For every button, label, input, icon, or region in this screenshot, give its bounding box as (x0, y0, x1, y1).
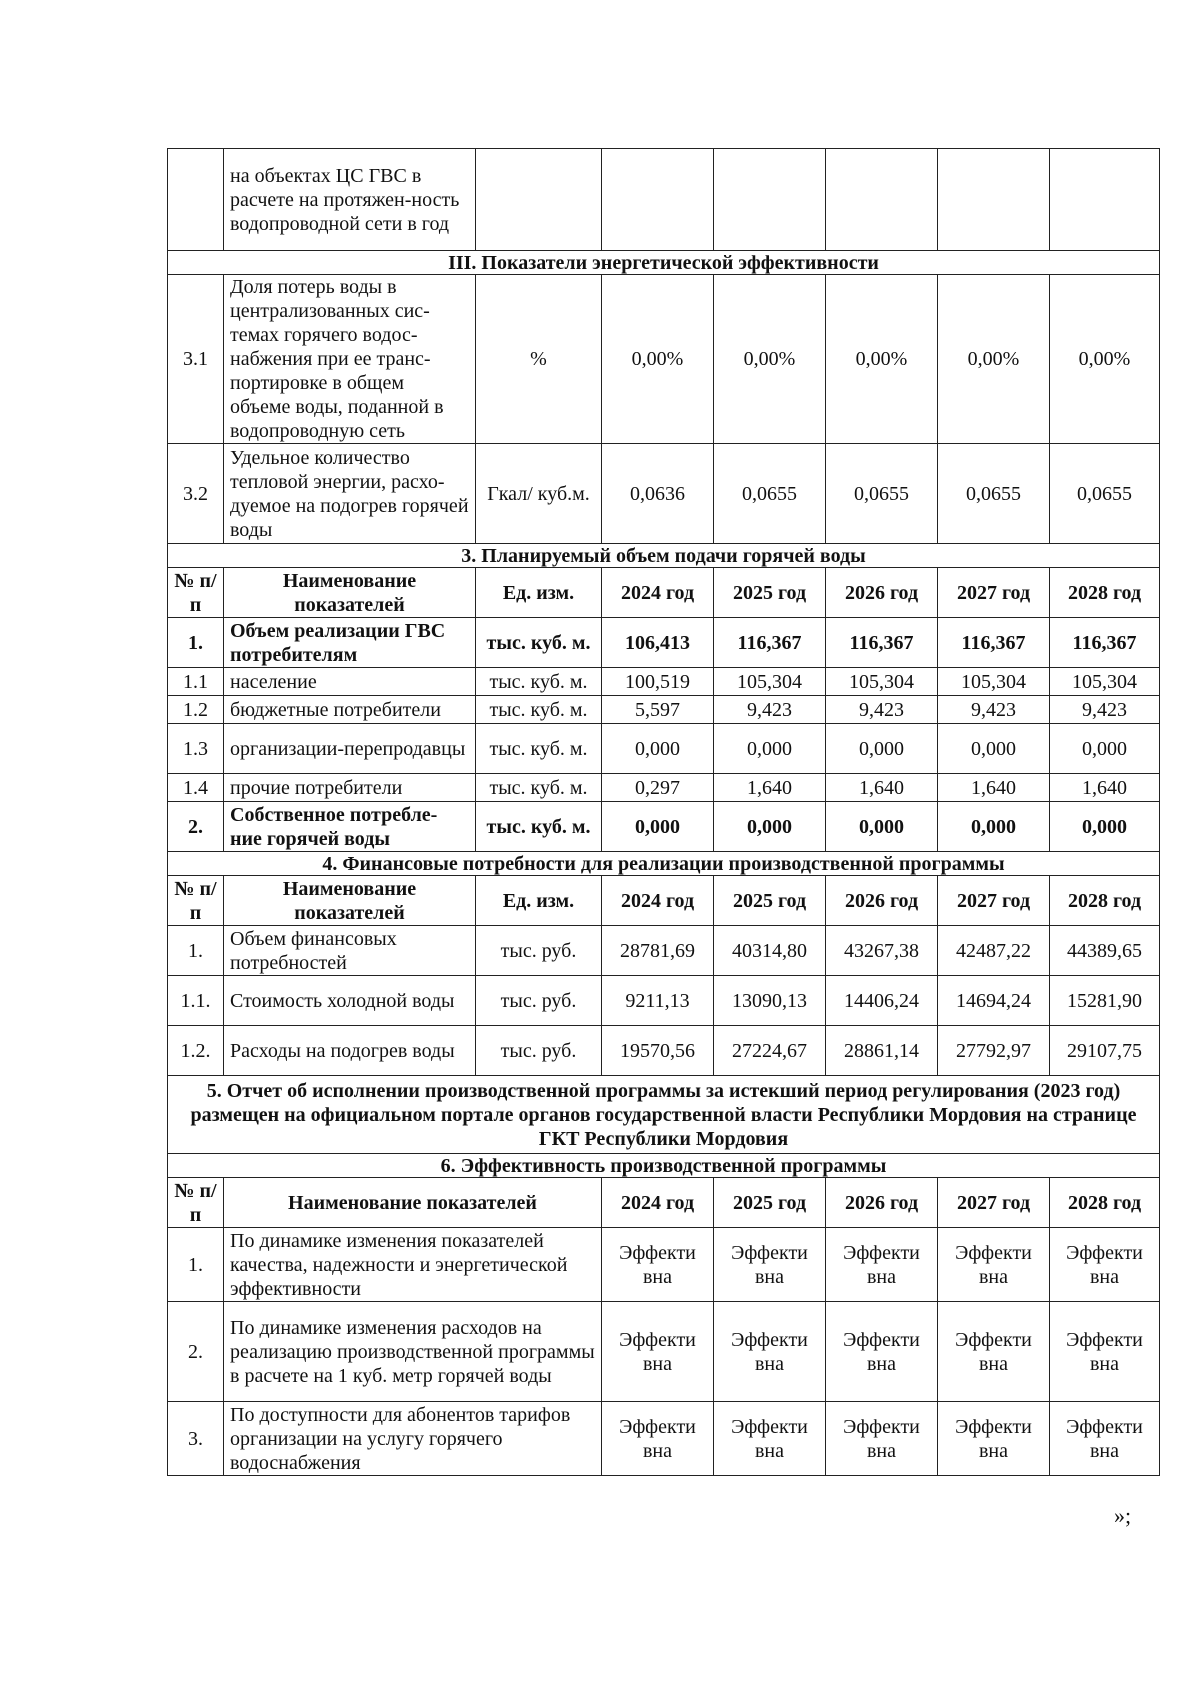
table-cell: 0,000 (826, 724, 938, 774)
table-cell: 9,423 (1050, 696, 1160, 724)
table-cell: 2028 год (1050, 568, 1160, 618)
table-cell: Наименование показателей (224, 568, 476, 618)
table-cell: Ед. изм. (476, 568, 602, 618)
table-cell: По динамике изменения расходов на реализацию производственной программы в расчете на 1 куб. метр горячей воды (224, 1302, 602, 1402)
table-cell: 28781,69 (602, 926, 714, 976)
table-cell: Эффекти вна (826, 1402, 938, 1476)
table-cell: 0,0655 (938, 444, 1050, 544)
table-cell: Объем реализации ГВС потребителям (224, 618, 476, 668)
table-cell: 43267,38 (826, 926, 938, 976)
table-cell: тыс. куб. м. (476, 696, 602, 724)
table-cell: Эффекти вна (602, 1302, 714, 1402)
table-cell: 28861,14 (826, 1026, 938, 1076)
section-title: 6. Эффективность производственной программы (168, 1154, 1160, 1178)
table-cell: 105,304 (826, 668, 938, 696)
table-row (168, 1302, 1160, 1402)
table-cell: 100,519 (602, 668, 714, 696)
table-cell: 15281,90 (1050, 976, 1160, 1026)
table-cell: тыс. руб. (476, 1026, 602, 1076)
table-cell: Эффекти вна (1050, 1402, 1160, 1476)
table-row (168, 149, 1160, 251)
table-cell: 2025 год (714, 568, 826, 618)
table-cell: тыс. куб. м. (476, 618, 602, 668)
table-cell: 105,304 (714, 668, 826, 696)
table-cell: 9211,13 (602, 976, 714, 1026)
table-cell: 29107,75 (1050, 1026, 1160, 1076)
table-cell: 0,0655 (714, 444, 826, 544)
table-cell: Эффекти вна (1050, 1228, 1160, 1302)
table-cell: 2026 год (826, 876, 938, 926)
table-cell: 0,000 (714, 802, 826, 852)
table-cell: Эффекти вна (826, 1302, 938, 1402)
table-cell: 42487,22 (938, 926, 1050, 976)
table-cell: Наименование показателей (224, 876, 476, 926)
table-row (168, 1026, 1160, 1076)
table-cell: тыс. куб. м. (476, 774, 602, 802)
table-cell: Удельное количество тепловой энергии, расхо-дуемое на подогрев горячей воды (224, 444, 476, 544)
table-row (168, 774, 1160, 802)
table-cell: 116,367 (826, 618, 938, 668)
table-cell: 1. (168, 618, 224, 668)
table-cell: 1.2 (168, 696, 224, 724)
table-cell: 0,00% (938, 275, 1050, 444)
table-cell: 0,0655 (826, 444, 938, 544)
table-cell: Эффекти вна (714, 1402, 826, 1476)
table-row (168, 724, 1160, 774)
table-cell: 14694,24 (938, 976, 1050, 1026)
table-cell: 9,423 (714, 696, 826, 724)
program-table (167, 148, 1160, 1476)
table-cell: Эффекти вна (1050, 1302, 1160, 1402)
table-cell: 2028 год (1050, 1178, 1160, 1228)
table-cell: 2. (168, 1302, 224, 1402)
table-cell: Расходы на подогрев воды (224, 1026, 476, 1076)
table-cell: 19570,56 (602, 1026, 714, 1076)
table-cell: организации-перепродавцы (224, 724, 476, 774)
table-row (168, 668, 1160, 696)
table-header-row (168, 1178, 1160, 1228)
table-cell: Доля потерь воды в централизованных сис-темах горячего водос-набжения при ее транс-портировке в общем объеме воды, поданной в водопроводную сеть (224, 275, 476, 444)
table-cell: 0,000 (602, 802, 714, 852)
table-row (168, 976, 1160, 1026)
table-cell: 9,423 (826, 696, 938, 724)
table-cell: население (224, 668, 476, 696)
table-cell: тыс. куб. м. (476, 724, 602, 774)
closing-quote: »; (1114, 1503, 1132, 1528)
table-cell: 2024 год (602, 568, 714, 618)
table-cell: Эффекти вна (938, 1302, 1050, 1402)
table-cell: 0,0655 (1050, 444, 1160, 544)
table-cell: 27792,97 (938, 1026, 1050, 1076)
row-name: на объектах ЦС ГВС в расчете на протяжен-ность водопроводной сети в год (224, 149, 476, 251)
table-cell: 1.1 (168, 668, 224, 696)
table-cell: Эффекти вна (938, 1402, 1050, 1476)
table-cell: бюджетные потребители (224, 696, 476, 724)
table-cell: 1,640 (1050, 774, 1160, 802)
table-cell: 0,297 (602, 774, 714, 802)
table-cell: Эффекти вна (938, 1228, 1050, 1302)
table-header-row (168, 568, 1160, 618)
table-cell: Стоимость холодной воды (224, 976, 476, 1026)
table-cell: № п/п (168, 1178, 224, 1228)
table-cell: 0,000 (1050, 802, 1160, 852)
table-cell: 2027 год (938, 876, 1050, 926)
table-cell: 2027 год (938, 568, 1050, 618)
table-cell: 0,000 (938, 724, 1050, 774)
table-cell: тыс. куб. м. (476, 668, 602, 696)
table-cell: 5,597 (602, 696, 714, 724)
table-cell: тыс. руб. (476, 976, 602, 1026)
table-cell: 1.3 (168, 724, 224, 774)
table-cell: № п/п (168, 876, 224, 926)
table-cell: Гкал/ куб.м. (476, 444, 602, 544)
table-cell: 0,00% (1050, 275, 1160, 444)
table-cell: Эффекти вна (602, 1402, 714, 1476)
table-cell: Собственное потребле-ние горячей воды (224, 802, 476, 852)
table-cell: 1. (168, 1228, 224, 1302)
table-row (168, 444, 1160, 544)
table-cell: 0,00% (826, 275, 938, 444)
table-cell: 116,367 (1050, 618, 1160, 668)
table-row (168, 275, 1160, 444)
table-cell: 2024 год (602, 876, 714, 926)
table-cell: 1,640 (938, 774, 1050, 802)
table-cell: 1,640 (826, 774, 938, 802)
section-5-note: 5. Отчет об исполнении производственной программы за истекший период регулирования (2023 год) размещен на официальном портале органов государственной власти Республики Мордовия на странице ГКТ Республики Мордовия (168, 1076, 1160, 1154)
table-cell: 0,0636 (602, 444, 714, 544)
table-cell: Эффекти вна (714, 1302, 826, 1402)
table-cell: 0,00% (714, 275, 826, 444)
table-cell: 116,367 (938, 618, 1050, 668)
table-row (168, 618, 1160, 668)
section-title: 4. Финансовые потребности для реализации производственной программы (168, 852, 1160, 876)
table-row (168, 1228, 1160, 1302)
table-row (168, 1402, 1160, 1476)
table-cell: 1. (168, 926, 224, 976)
table-cell: 0,000 (826, 802, 938, 852)
table-cell: 2028 год (1050, 876, 1160, 926)
table-row (168, 802, 1160, 852)
table-cell: 105,304 (1050, 668, 1160, 696)
table-cell: Эффекти вна (714, 1228, 826, 1302)
table-cell: 116,367 (714, 618, 826, 668)
table-cell: Объем финансовых потребностей (224, 926, 476, 976)
section-title: III. Показатели энергетической эффективности (168, 251, 1160, 275)
table-cell: 2026 год (826, 568, 938, 618)
table-cell: 0,000 (938, 802, 1050, 852)
table-cell: тыс. руб. (476, 926, 602, 976)
table-cell: 2027 год (938, 1178, 1050, 1228)
table-cell: 3. (168, 1402, 224, 1476)
table-header-row (168, 876, 1160, 926)
table-cell: Ед. изм. (476, 876, 602, 926)
table-cell: По доступности для абонентов тарифов организации на услугу горячего водоснабжения (224, 1402, 602, 1476)
table-cell: прочие потребители (224, 774, 476, 802)
table-cell: 1,640 (714, 774, 826, 802)
table-cell: № п/п (168, 568, 224, 618)
table-cell: 0,00% (602, 275, 714, 444)
table-cell: 1.1. (168, 976, 224, 1026)
table-cell: 2026 год (826, 1178, 938, 1228)
table-cell: 13090,13 (714, 976, 826, 1026)
table-cell: 9,423 (938, 696, 1050, 724)
table-cell: 27224,67 (714, 1026, 826, 1076)
table-cell: Эффекти вна (826, 1228, 938, 1302)
table-cell: 1.4 (168, 774, 224, 802)
table-cell: 0,000 (1050, 724, 1160, 774)
table-cell: 2025 год (714, 876, 826, 926)
table-cell: 3.1 (168, 275, 224, 444)
table-cell: 3.2 (168, 444, 224, 544)
table-cell: Эффекти вна (602, 1228, 714, 1302)
table-cell: Наименование показателей (224, 1178, 602, 1228)
table-cell: 105,304 (938, 668, 1050, 696)
table-row (168, 926, 1160, 976)
table-cell: 0,000 (602, 724, 714, 774)
table-cell: 2025 год (714, 1178, 826, 1228)
table-cell: 0,000 (714, 724, 826, 774)
table-cell: тыс. куб. м. (476, 802, 602, 852)
table-cell: По динамике изменения показателей качества, надежности и энергетической эффективности (224, 1228, 602, 1302)
table-cell: 44389,65 (1050, 926, 1160, 976)
table-cell: % (476, 275, 602, 444)
section-title: 3. Планируемый объем подачи горячей воды (168, 544, 1160, 568)
table-cell: 2. (168, 802, 224, 852)
table-cell: 106,413 (602, 618, 714, 668)
table-cell: 1.2. (168, 1026, 224, 1076)
table-row (168, 696, 1160, 724)
table-cell: 14406,24 (826, 976, 938, 1026)
table-cell: 2024 год (602, 1178, 714, 1228)
document-page (167, 148, 1159, 1476)
table-cell: 40314,80 (714, 926, 826, 976)
